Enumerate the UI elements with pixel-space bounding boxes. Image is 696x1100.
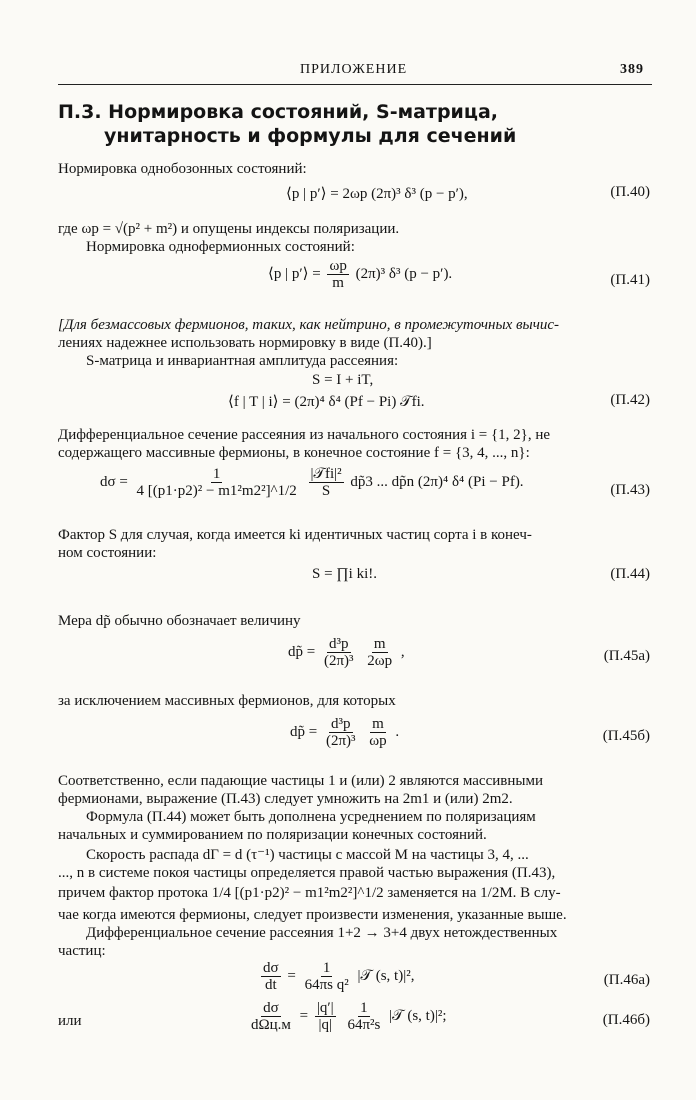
equation-46a-denominator-1: dt — [264, 977, 277, 993]
equation-43-number: (П.43) — [610, 482, 650, 498]
equation-40-number: (П.40) — [610, 184, 650, 200]
equation-45a-number: (П.45a) — [603, 648, 650, 664]
equation-46b: $\frac{d\sigma}{\text{dΩц.м}}$ = $\frac{|q'|}{|q|}$ $\frac{1}{\text{64π²s}}$ |𝒯 (s, t)|²; — [251, 1000, 447, 1033]
paragraph-decay-line4: чае когда имеются фермионы, следует произвести изменения, указанные выше. — [58, 907, 567, 923]
equation-41-lhs: ⟨p | p′⟩ = — [268, 265, 321, 282]
paragraph-bosons: Нормировка однобозонных состояний: — [58, 161, 307, 177]
equation-46a-fraction-2 — [303, 960, 351, 993]
equation-43-lhs: dσ = — [100, 473, 128, 490]
paragraph-diff-cross-line1: Дифференциальное сечение рассеяния из начального состояния i = {1, 2}, не — [58, 427, 551, 443]
paragraph-two-body-line1: Дифференциальное сечение рассеяния 1+2 → 3+4 двух нетождественных — [86, 925, 558, 941]
paragraph-decay-line2: ..., n в системе покоя частицы определяется правой частью выражения (П.43), — [58, 865, 556, 881]
equation-43-flux-fraction — [135, 466, 299, 499]
equation-45b-denominator-2: ωp — [369, 733, 387, 749]
equation-45b-denominator-1: (2π)³ — [325, 733, 356, 749]
equation-45b-fraction-2 — [367, 716, 388, 749]
equation-45b-fraction-1 — [324, 716, 358, 749]
equation-43-amplitude-fraction — [309, 466, 344, 499]
equation-46a-denominator-2: 64πs q² — [304, 977, 349, 993]
equation-45b-numerator-1: d³p — [331, 716, 351, 732]
equation-41-number: (П.41) — [610, 272, 650, 288]
equation-41-denominator: m — [332, 275, 344, 291]
equation-40: ⟨p | p′⟩ = 2ωp (2π)³ δ³ (p − p′), — [286, 186, 468, 202]
equation-43-denominator-1: 4 [(p1·p2)² − m1²m2²]^1/2 — [136, 483, 297, 499]
equation-45a-numerator-2: m — [373, 636, 386, 652]
equation-45b-lhs: dp̃ = — [290, 723, 318, 740]
equation-44: S = ∏i ki!. — [312, 566, 377, 582]
paragraph-decay-line1: Скорость распада dΓ = d (τ⁻¹) частицы с массой M на частицы 3, 4, ... — [86, 847, 529, 863]
equation-46b-fraction-2 — [315, 1000, 336, 1033]
equation-42-number: (П.42) — [610, 392, 650, 408]
equation-46a-fraction-1 — [261, 960, 281, 993]
equation-42b: ⟨f | T | i⟩ = (2π)⁴ δ⁴ (Pf − Pi) 𝒯fi. — [228, 394, 425, 410]
label-or: или — [58, 1013, 82, 1029]
paragraph-accordingly-line2: фермионами, выражение (П.43) следует умножить на 2m1 и (или) 2m2. — [58, 791, 513, 807]
paragraph-formula-line1: Формула (П.44) может быть дополнена усреднением по поляризациям — [86, 809, 536, 825]
paragraph-omega-def: где ωp = √(p² + m²) и опущены индексы поляризации. — [58, 221, 400, 237]
equation-42a: S = I + iT, — [312, 372, 374, 388]
equation-41 — [268, 258, 452, 291]
equation-45a-denominator-2: 2ωp — [367, 653, 393, 669]
equation-45b-numerator-2: m — [372, 716, 384, 732]
equation-45b — [290, 716, 399, 749]
equation-43-numerator-1: 1 — [212, 466, 221, 482]
paragraph-fermions: Нормировка однофермионных состояний: — [86, 239, 355, 255]
paragraph-s-matrix: S-матрица и инвариантная амплитуда рассеяния: — [86, 353, 399, 369]
equation-46a-numerator-2: 1 — [322, 960, 331, 976]
equation-46b-fraction-1 — [249, 1000, 293, 1033]
equation-45b-number: (П.45б) — [602, 728, 650, 744]
paragraph-factor-s-line1: Фактор S для случая, когда имеется ki идентичных частиц сорта i в конеч- — [58, 527, 532, 543]
header-rule — [58, 84, 652, 85]
equation-45a-numerator-1: d³p — [329, 636, 349, 652]
paragraph-accordingly-line1: Соответственно, если падающие частицы 1 и (или) 2 являются массивными — [58, 773, 543, 789]
section-title-line1: П.3. Нормировка состояний, S-матрица, — [58, 101, 498, 123]
equation-43-denominator-2: S — [321, 483, 331, 499]
paragraph-decay-line3: причем фактор протока 1/4 [(p1·p2)² − m1²m2²]^1/2 заменяется на 1/2M. В слу- — [58, 885, 561, 901]
equation-41-rhs: (2π)³ δ³ (p − p′). — [355, 265, 453, 282]
equation-41-fraction — [327, 258, 348, 291]
equation-46b-fraction-3 — [345, 1000, 382, 1033]
equation-46b-numerator-3: 1 — [360, 1000, 368, 1016]
paragraph-two-body-line2: частиц: — [58, 943, 106, 959]
equation-45a-tail: , — [400, 643, 405, 660]
equation-45a — [288, 636, 405, 669]
equation-46b-numerator-1: dσ — [263, 1000, 279, 1016]
equation-46b-numerator-2: |q′| — [316, 1000, 334, 1016]
equation-45b-tail: . — [395, 723, 400, 740]
paragraph-measure: Мера dp̃ обычно обозначает величину — [58, 613, 301, 629]
equation-46a: $\frac{d\sigma}{dt}$ = $\frac{1}{\text{64πs q²}}$ |𝒯 (s, t)|², — [263, 960, 415, 993]
paragraph-formula-line2: начальных и суммированием по поляризации конечных состояний. — [58, 827, 487, 843]
equation-44-number: (П.44) — [610, 566, 650, 582]
equation-46a-rhs: |𝒯 (s, t)|², — [357, 967, 415, 984]
note-massless-line2: лениях надежнее использовать нормировку в виде (П.40).] — [58, 335, 432, 351]
equation-45a-fraction-2 — [365, 636, 394, 669]
equation-43-numerator-2: |𝒯fi|² — [310, 466, 342, 482]
equation-46b-rhs: |𝒯 (s, t)|²; — [389, 1007, 447, 1024]
equation-45a-fraction-1 — [322, 636, 356, 669]
equation-46b-number: (П.46б) — [602, 1012, 650, 1028]
equation-43 — [100, 466, 524, 499]
equation-45a-denominator-1: (2π)³ — [323, 653, 354, 669]
equation-46b-denominator-3: 64π²s — [347, 1017, 381, 1033]
paragraph-massive-fermions: за исключением массивных фермионов, для которых — [58, 693, 396, 709]
equation-46b-denominator-1: dΩц.м — [251, 1017, 291, 1033]
running-header: ПРИЛОЖЕНИЕ — [300, 62, 408, 77]
equation-45a-lhs: dp̃ = — [288, 643, 316, 660]
section-title-line2: унитарность и формулы для сечений — [104, 125, 517, 147]
note-massless-line1: [Для безмассовых фермионов, таких, как нейтрино, в промежуточных вычис- — [58, 317, 560, 333]
equation-43-rhs: dp̃3 ... dp̃n (2π)⁴ δ⁴ (Pi − Pf). — [350, 473, 524, 490]
paragraph-diff-cross-line2: содержащего массивные фермионы, в конечное состояние f = {3, 4, ..., n}: — [58, 445, 530, 461]
equation-46a-number: (П.46a) — [603, 972, 650, 988]
equation-41-numerator: ωp — [329, 258, 347, 274]
paragraph-factor-s-line2: ном состоянии: — [58, 545, 157, 561]
equation-46a-numerator-1: dσ — [263, 960, 279, 976]
page-number: 389 — [620, 62, 644, 77]
equation-46b-denominator-2: |q| — [318, 1017, 333, 1033]
